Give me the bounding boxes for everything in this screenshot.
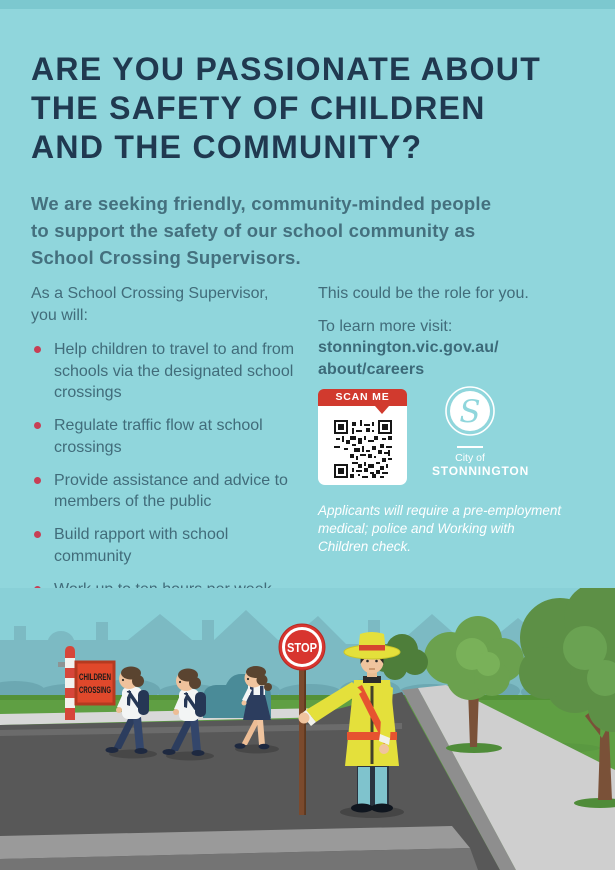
disclaimer-line-2: medical; police and Working with	[318, 521, 515, 536]
lead-line-1: As a School Crossing Supervisor,	[31, 285, 269, 302]
bullet-item: Provide assistance and advice to members of the public	[31, 470, 303, 513]
intro-line-1: We are seeking friendly, community-minded people	[31, 193, 492, 214]
stonnington-logo	[432, 385, 530, 478]
intro-paragraph	[31, 190, 491, 271]
careers-url-line-2[interactable]: about/careers	[318, 360, 425, 378]
disclaimer-line-1: Applicants will require a pre-employment	[318, 503, 562, 518]
info-column	[318, 283, 590, 554]
heading-line-1: ARE YOU PASSIONATE ABOUT	[31, 51, 542, 87]
stonnington-logo-mark	[435, 385, 505, 437]
bullet-item: Help children to travel to and from schools via the designated school crossings	[31, 339, 303, 404]
qr-and-logo-row	[318, 389, 530, 485]
qr-code	[318, 406, 407, 485]
bullet-item: Regulate traffic flow at school crossings	[31, 415, 303, 458]
scan-me-pointer	[375, 406, 389, 414]
logo-city-of: City of	[455, 451, 485, 464]
stop-sign-label: STOP	[287, 640, 318, 655]
crossing-illustration	[0, 588, 615, 870]
crossing-sign-line-1: CHILDREN	[79, 672, 111, 682]
scan-me-banner	[318, 389, 407, 406]
disclaimer-text	[318, 502, 578, 556]
top-accent-bar	[0, 0, 615, 9]
scan-me-label: SCAN ME	[335, 390, 390, 403]
learn-more-block	[318, 316, 590, 381]
disclaimer-line-3: Children check.	[318, 539, 412, 554]
bullet-item: Build rapport with school community	[31, 524, 303, 567]
logo-stonnington: STONNINGTON	[432, 463, 530, 478]
heading-line-2: THE SAFETY OF CHILDREN	[31, 90, 486, 126]
role-line: This could be the role for you.	[318, 285, 529, 302]
page-title	[31, 50, 541, 167]
intro-line-2: to support the safety of our school community as	[31, 220, 476, 241]
heading-line-3: AND THE COMMUNITY?	[31, 129, 423, 165]
logo-divider	[457, 446, 483, 448]
qr-code-block	[318, 389, 407, 485]
crossing-sign-line-2: CROSSING	[79, 685, 111, 695]
logo-monogram: S	[459, 394, 481, 430]
qr-code-image	[334, 420, 392, 478]
intro-line-3: School Crossing Supervisors.	[31, 247, 301, 268]
learn-more-label: To learn more visit:	[318, 317, 453, 335]
duties-lead-in	[31, 283, 303, 326]
lead-line-2: you will:	[31, 306, 88, 324]
duties-list	[31, 339, 303, 600]
duties-column	[31, 283, 303, 612]
careers-url-line-1[interactable]: stonnington.vic.gov.au/	[318, 339, 499, 356]
